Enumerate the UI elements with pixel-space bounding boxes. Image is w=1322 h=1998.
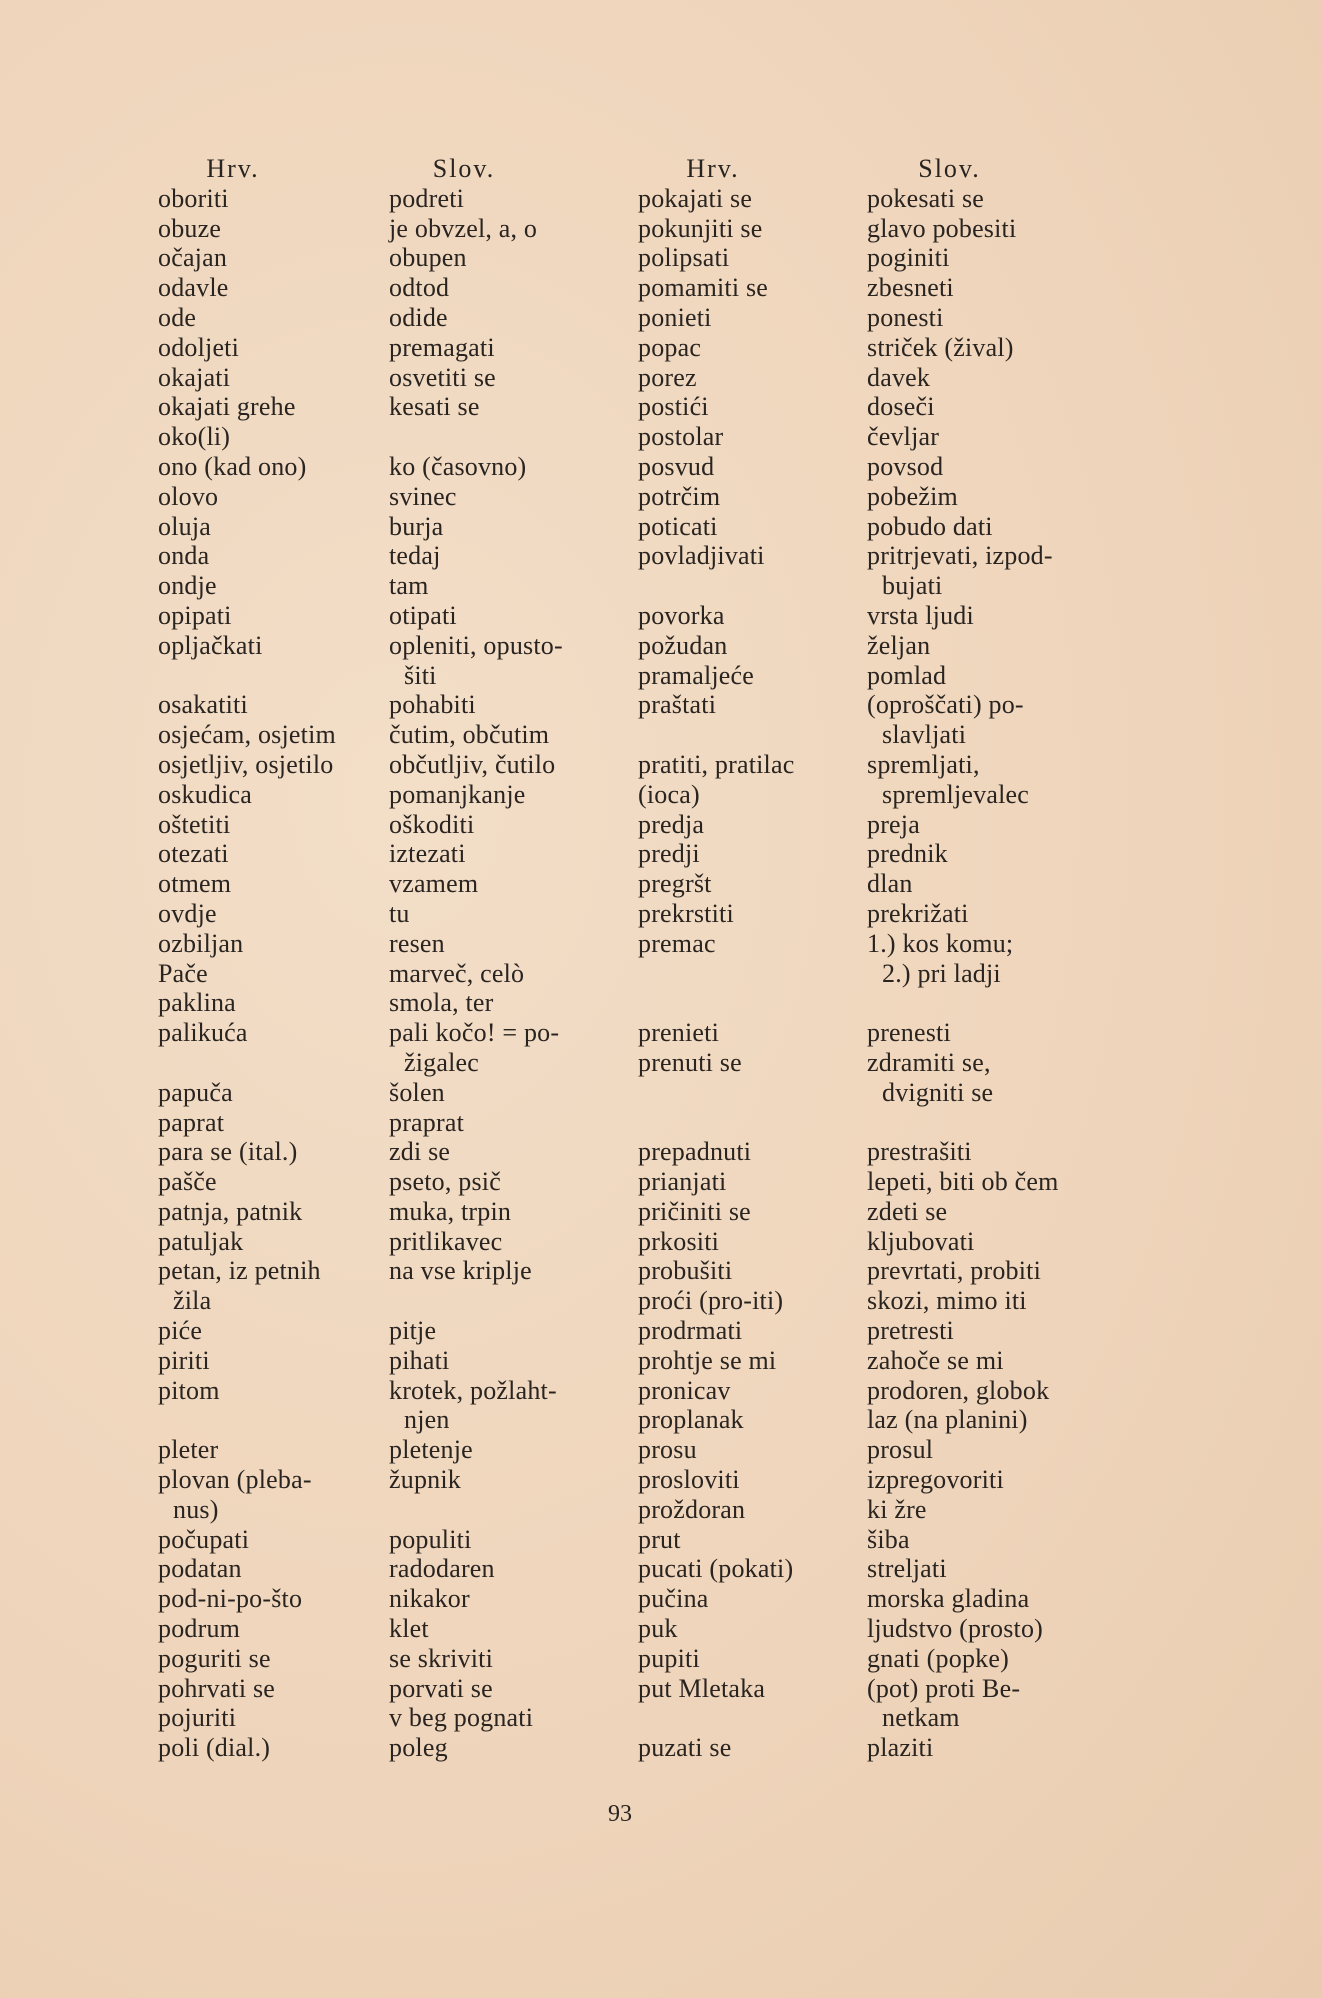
entry-line: pitom <box>158 1375 220 1405</box>
entry-line: šiba <box>867 1524 910 1554</box>
entry-line: ki žre <box>867 1494 927 1524</box>
entry-line: pomamiti se <box>638 273 769 303</box>
entry-line: opipati <box>158 600 232 630</box>
entry-line: ozbiljan <box>158 928 244 958</box>
entry-line: poguriti se <box>158 1643 271 1673</box>
entry-line: ondje <box>158 571 217 601</box>
entry-line: lepeti, biti ob čem <box>867 1167 1059 1197</box>
entry-line: otmem <box>158 869 232 899</box>
entry-line: otipati <box>389 600 457 630</box>
entry-line: se skriviti <box>389 1643 494 1673</box>
entry-line: pomlad <box>867 660 947 690</box>
entry-line: okajati <box>158 362 231 392</box>
entry-line: 2.) pri ladji <box>882 958 1001 988</box>
entry-line: iztezati <box>389 839 466 869</box>
entry-line <box>867 988 1097 1018</box>
entry-line: zdi se <box>389 1137 451 1167</box>
entry-line: vzamem <box>389 869 479 899</box>
entry-line: ponesti <box>867 302 944 332</box>
entry-line: prenuti se <box>638 1047 742 1077</box>
entry-line: krotek, požlaht- <box>389 1375 557 1405</box>
entry-line: palikuća <box>158 1018 248 1048</box>
entry-line: bujati <box>882 571 943 601</box>
entry-line: prosu <box>638 1435 697 1465</box>
entry-line: gnati (popke) <box>867 1643 1009 1673</box>
entry-line: pokesati se <box>867 183 985 213</box>
entry-line: zahoče se mi <box>867 1345 1004 1375</box>
entry-line: spremljevalec <box>882 779 1029 809</box>
entry-line: puzati se <box>638 1733 732 1763</box>
entry-line: zbesneti <box>867 273 954 303</box>
entry-line: ljudstvo (prosto) <box>867 1614 1044 1644</box>
entry-line: dlan <box>867 869 913 899</box>
entry-line: probušiti <box>638 1256 733 1286</box>
entry-line: povladjivati <box>638 541 765 571</box>
column-header: Hrv. <box>686 154 740 183</box>
entry-line: slavljati <box>882 720 967 750</box>
entry-line: v beg pognati <box>389 1703 534 1733</box>
entry-line: pobudo dati <box>867 511 993 541</box>
entry-line: praprat <box>389 1107 465 1137</box>
entry-line: oštetiti <box>158 809 231 839</box>
entry-line <box>158 1405 380 1435</box>
entry-line: papuča <box>158 1077 233 1107</box>
entry-line: marveč, celò <box>389 958 525 988</box>
entry-line: poleg <box>389 1733 448 1763</box>
entry-line: pupiti <box>638 1643 700 1673</box>
entry-line: prepadnuti <box>638 1137 752 1167</box>
entry-line: odoljeti <box>158 332 240 362</box>
column-hrv-right <box>638 154 863 1763</box>
entry-line: pitje <box>389 1316 437 1346</box>
entry-line: prednik <box>867 839 948 869</box>
entry-line: tedaj <box>389 541 441 571</box>
entry-line: je obvzel, a, o <box>389 213 538 243</box>
entry-line: na vse kriplje <box>389 1256 532 1286</box>
entry-line: nus) <box>173 1494 219 1524</box>
entry-line: netkam <box>882 1703 960 1733</box>
entry-line: glavo pobesiti <box>867 213 1017 243</box>
entry-line: smola, ter <box>389 988 494 1018</box>
entry-line: prkositi <box>638 1226 720 1256</box>
entry-line: odide <box>389 302 448 332</box>
entry-line: svinec <box>389 481 457 511</box>
entry-line: nikakor <box>389 1584 470 1614</box>
entry-line: Pače <box>158 958 208 988</box>
entry-line: oluja <box>158 511 211 541</box>
entry-line: prenesti <box>867 1018 951 1048</box>
entry-line: (ioca) <box>638 779 700 809</box>
entry-line <box>638 720 863 750</box>
entry-line <box>867 1108 1097 1138</box>
entry-line: proždoran <box>638 1494 746 1524</box>
entry-line: čevljar <box>867 422 940 452</box>
entry-line: pritlikavec <box>389 1226 503 1256</box>
entry-line: podreti <box>389 183 465 213</box>
entry-line: oko(li) <box>158 422 231 452</box>
entry-line: prevrtati, probiti <box>867 1256 1041 1286</box>
entry-line: tam <box>389 571 429 601</box>
entry-line: resen <box>389 928 445 958</box>
entry-line: 1.) kos komu; <box>867 928 1014 958</box>
entry-line: pleter <box>158 1435 219 1465</box>
entry-line: pokajati se <box>638 183 753 213</box>
entry-line: vrsta ljudi <box>867 600 974 630</box>
entry-line: pretresti <box>867 1316 954 1346</box>
entry-line: preja <box>867 809 920 839</box>
entry-line: pobežim <box>867 481 958 511</box>
entry-line <box>638 959 863 989</box>
entry-line: olovo <box>158 481 219 511</box>
entry-line: požudan <box>638 630 728 660</box>
entry-line: obuze <box>158 213 222 243</box>
entry-line: opleniti, opusto- <box>389 630 563 660</box>
entry-line <box>389 422 619 452</box>
entry-line: prianjati <box>638 1167 727 1197</box>
entry-line: onda <box>158 541 210 571</box>
entry-line: piriti <box>158 1345 210 1375</box>
entry-line: povorka <box>638 600 725 630</box>
entry-line: podatan <box>158 1554 242 1584</box>
entry-line: muka, trpin <box>389 1196 512 1226</box>
entry-line: paprat <box>158 1107 225 1137</box>
entry-line: skozi, mimo iti <box>867 1286 1027 1316</box>
entry-line: prut <box>638 1524 681 1554</box>
entry-line: pojuriti <box>158 1703 237 1733</box>
entry-line: zdramiti se, <box>867 1047 991 1077</box>
entry-line: prosul <box>867 1435 934 1465</box>
entry-line: pramaljeće <box>638 660 755 690</box>
entry-line: izpregovoriti <box>867 1465 1004 1495</box>
entry-line: poticati <box>638 511 718 541</box>
entry-line: zdeti se <box>867 1196 948 1226</box>
page-number: 93 <box>608 1801 632 1827</box>
entry-line: povsod <box>867 451 944 481</box>
entry-line: otezati <box>158 839 229 869</box>
entry-line: morska gladina <box>867 1584 1030 1614</box>
entry-line: žigalec <box>404 1047 480 1077</box>
entry-line: (pot) proti Be- <box>867 1673 1021 1703</box>
entry-line: populiti <box>389 1524 472 1554</box>
entry-line: pašče <box>158 1167 217 1197</box>
entry-line: prekrižati <box>867 898 969 928</box>
entry-line: opljačkati <box>158 630 263 660</box>
entry-line: porvati se <box>389 1673 493 1703</box>
entry-line: ovdje <box>158 898 217 928</box>
entry-line: prodoren, globok <box>867 1375 1050 1405</box>
entry-line: obupen <box>389 243 467 273</box>
entry-line: poginiti <box>867 243 950 273</box>
entry-line: premagati <box>389 332 495 362</box>
entry-line: žila <box>173 1286 212 1316</box>
entry-line: poli (dial.) <box>158 1733 271 1763</box>
entry-line: petan, iz petnih <box>158 1256 321 1286</box>
entry-line: podrum <box>158 1614 241 1644</box>
entry-line: okajati grehe <box>158 392 296 422</box>
entry-line: pihati <box>389 1345 450 1375</box>
entry-line: piće <box>158 1316 203 1346</box>
entry-line: pučina <box>638 1584 709 1614</box>
entry-line: dvigniti se <box>882 1077 994 1107</box>
column-header: Slov. <box>432 154 496 183</box>
entry-line: šolen <box>389 1077 445 1107</box>
entry-line: pokunjiti se <box>638 213 763 243</box>
entry-line: čutim, občutim <box>389 720 550 750</box>
entry-line: prodrmati <box>638 1316 743 1346</box>
column-header: Hrv. <box>206 154 260 183</box>
entry-line: burja <box>389 511 444 541</box>
entry-line: odtod <box>389 273 450 303</box>
entry-line: osjećam, osjetim <box>158 720 336 750</box>
entry-line: klet <box>389 1614 429 1644</box>
entry-line: pali kočo! = po- <box>389 1018 560 1048</box>
entry-line <box>638 988 863 1018</box>
entry-line: oskudica <box>158 779 253 809</box>
entry-line: prohtje se mi <box>638 1345 777 1375</box>
entry-line: željan <box>867 630 931 660</box>
entry-line: plovan (pleba- <box>158 1465 312 1495</box>
entry-line <box>158 661 380 691</box>
entry-line: očajan <box>158 243 228 273</box>
entry-line: pronicav <box>638 1375 731 1405</box>
entry-line: (oproščati) po- <box>867 690 1024 720</box>
entry-line: pregršt <box>638 869 712 899</box>
entry-line <box>638 571 863 601</box>
entry-line: radodaren <box>389 1554 495 1584</box>
entry-line <box>389 1286 619 1316</box>
entry-line: osjetljiv, osjetilo <box>158 749 334 779</box>
entry-line: pohrvati se <box>158 1673 276 1703</box>
entry-line: njen <box>404 1405 450 1435</box>
entry-line: praštati <box>638 690 717 720</box>
entry-line: pletenje <box>389 1435 473 1465</box>
entry-line: premac <box>638 928 716 958</box>
entry-line: predja <box>638 809 705 839</box>
entry-line: kljubovati <box>867 1226 975 1256</box>
entry-line: prestrašiti <box>867 1137 972 1167</box>
entry-line: striček (žival) <box>867 332 1014 362</box>
entry-line: oškoditi <box>389 809 475 839</box>
entry-line: pratiti, pratilac <box>638 749 795 779</box>
column-slov-right <box>867 154 1097 1763</box>
entry-line: predji <box>638 839 700 869</box>
entry-line: pritrjevati, izpod- <box>867 541 1053 571</box>
entry-line: para se (ital.) <box>158 1137 298 1167</box>
entry-line: postići <box>638 392 709 422</box>
entry-line: postolar <box>638 422 724 452</box>
entry-line: put Mletaka <box>638 1673 766 1703</box>
entry-line: kesati se <box>389 392 480 422</box>
column-slov-left <box>389 154 619 1763</box>
entry-line: potrčim <box>638 481 721 511</box>
entry-line: pričiniti se <box>638 1196 751 1226</box>
entry-line: paklina <box>158 988 236 1018</box>
entry-line: porez <box>638 362 697 392</box>
column-header: Slov. <box>918 154 981 183</box>
entry-line: pseto, psič <box>389 1167 501 1197</box>
entry-line: oboriti <box>158 183 229 213</box>
entry-line <box>158 1048 380 1078</box>
entry-line: popac <box>638 332 702 362</box>
entry-line: pod-ni-po-što <box>158 1584 303 1614</box>
entry-line: patnja, patnik <box>158 1196 303 1226</box>
entry-line: laz (na planini) <box>867 1405 1028 1435</box>
entry-line: pucati (pokati) <box>638 1554 794 1584</box>
entry-line: odavle <box>158 273 229 303</box>
entry-line: osvetiti se <box>389 362 496 392</box>
entry-line: patuljak <box>158 1226 244 1256</box>
entry-line: proplanak <box>638 1405 744 1435</box>
entry-line: doseči <box>867 392 935 422</box>
entry-line: ono (kad ono) <box>158 451 307 481</box>
entry-line: streljati <box>867 1554 947 1584</box>
entry-line: plaziti <box>867 1733 934 1763</box>
entry-line <box>638 1078 863 1108</box>
entry-line: pohabiti <box>389 690 476 720</box>
entry-line <box>638 1108 863 1138</box>
entry-line: polipsati <box>638 243 730 273</box>
entry-line: ko (časovno) <box>389 451 527 481</box>
entry-line: posvud <box>638 451 715 481</box>
entry-line: tu <box>389 898 410 928</box>
entry-line <box>389 1495 619 1525</box>
entry-line: prenieti <box>638 1018 720 1048</box>
entry-line: davek <box>867 362 931 392</box>
entry-line: počupati <box>158 1524 250 1554</box>
entry-line: občutljiv, čutilo <box>389 749 556 779</box>
entry-line <box>638 1703 863 1733</box>
entry-line: proći (pro-iti) <box>638 1286 784 1316</box>
column-hrv-left <box>158 154 380 1763</box>
entry-line: župnik <box>389 1465 461 1495</box>
entry-line: pomanjkanje <box>389 779 526 809</box>
entry-line: spremljati, <box>867 749 980 779</box>
entry-line: puk <box>638 1614 678 1644</box>
entry-line: ponieti <box>638 302 712 332</box>
entry-line: osakatiti <box>158 690 248 720</box>
entry-line: šiti <box>404 660 437 690</box>
entry-line: prekrstiti <box>638 898 734 928</box>
entry-line: prosloviti <box>638 1465 740 1495</box>
entry-line: ode <box>158 302 197 332</box>
